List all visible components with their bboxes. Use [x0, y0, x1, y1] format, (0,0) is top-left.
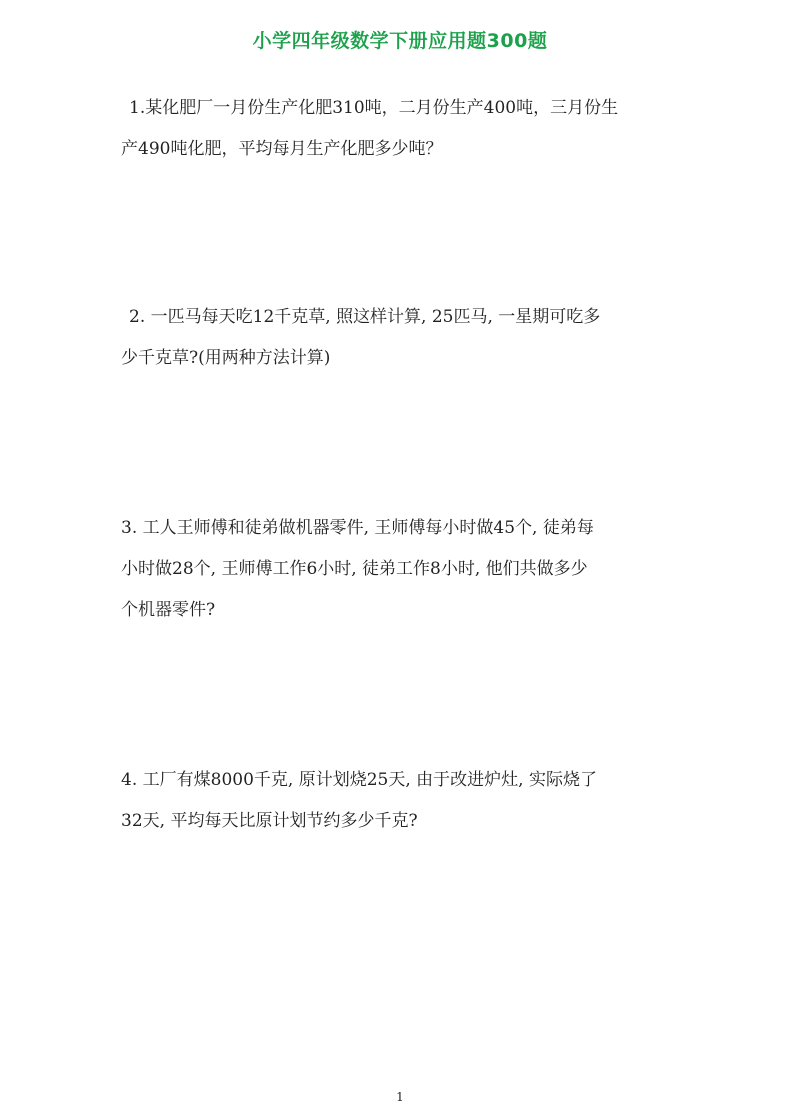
question-3 [121, 508, 686, 631]
page-number: 1 [396, 1090, 404, 1104]
question-3-line-3: 个机器零件? [121, 600, 216, 620]
question-1 [121, 88, 686, 170]
question-2-line-2: 少千克草?(用两种方法计算) [121, 348, 331, 368]
question-4 [121, 760, 686, 842]
document-title: 小学四年级数学下册应用题300题 [252, 30, 548, 52]
question-4-line-2: 32天, 平均每天比原计划节约多少千克? [121, 811, 418, 831]
question-1-line-1: 1.某化肥厂一月份生产化肥310吨，二月份生产400吨，三月份生 [129, 98, 619, 118]
question-3-line-2: 小时做28个, 王师傅工作6小时, 徒弟工作8小时, 他们共做多少 [121, 559, 588, 579]
question-1-line-2: 产490吨化肥，平均每月生产化肥多少吨？ [121, 139, 443, 159]
question-3-line-1: 3. 工人王师傅和徒弟做机器零件, 王师傅每小时做45个, 徒弟每 [121, 518, 594, 538]
question-2-line-1: 2. 一匹马每天吃12千克草, 照这样计算, 25匹马, 一星期可吃多 [129, 307, 601, 327]
question-2 [121, 297, 686, 379]
question-4-line-1: 4. 工厂有煤8000千克, 原计划烧25天, 由于改进炉灶, 实际烧了 [121, 770, 597, 790]
